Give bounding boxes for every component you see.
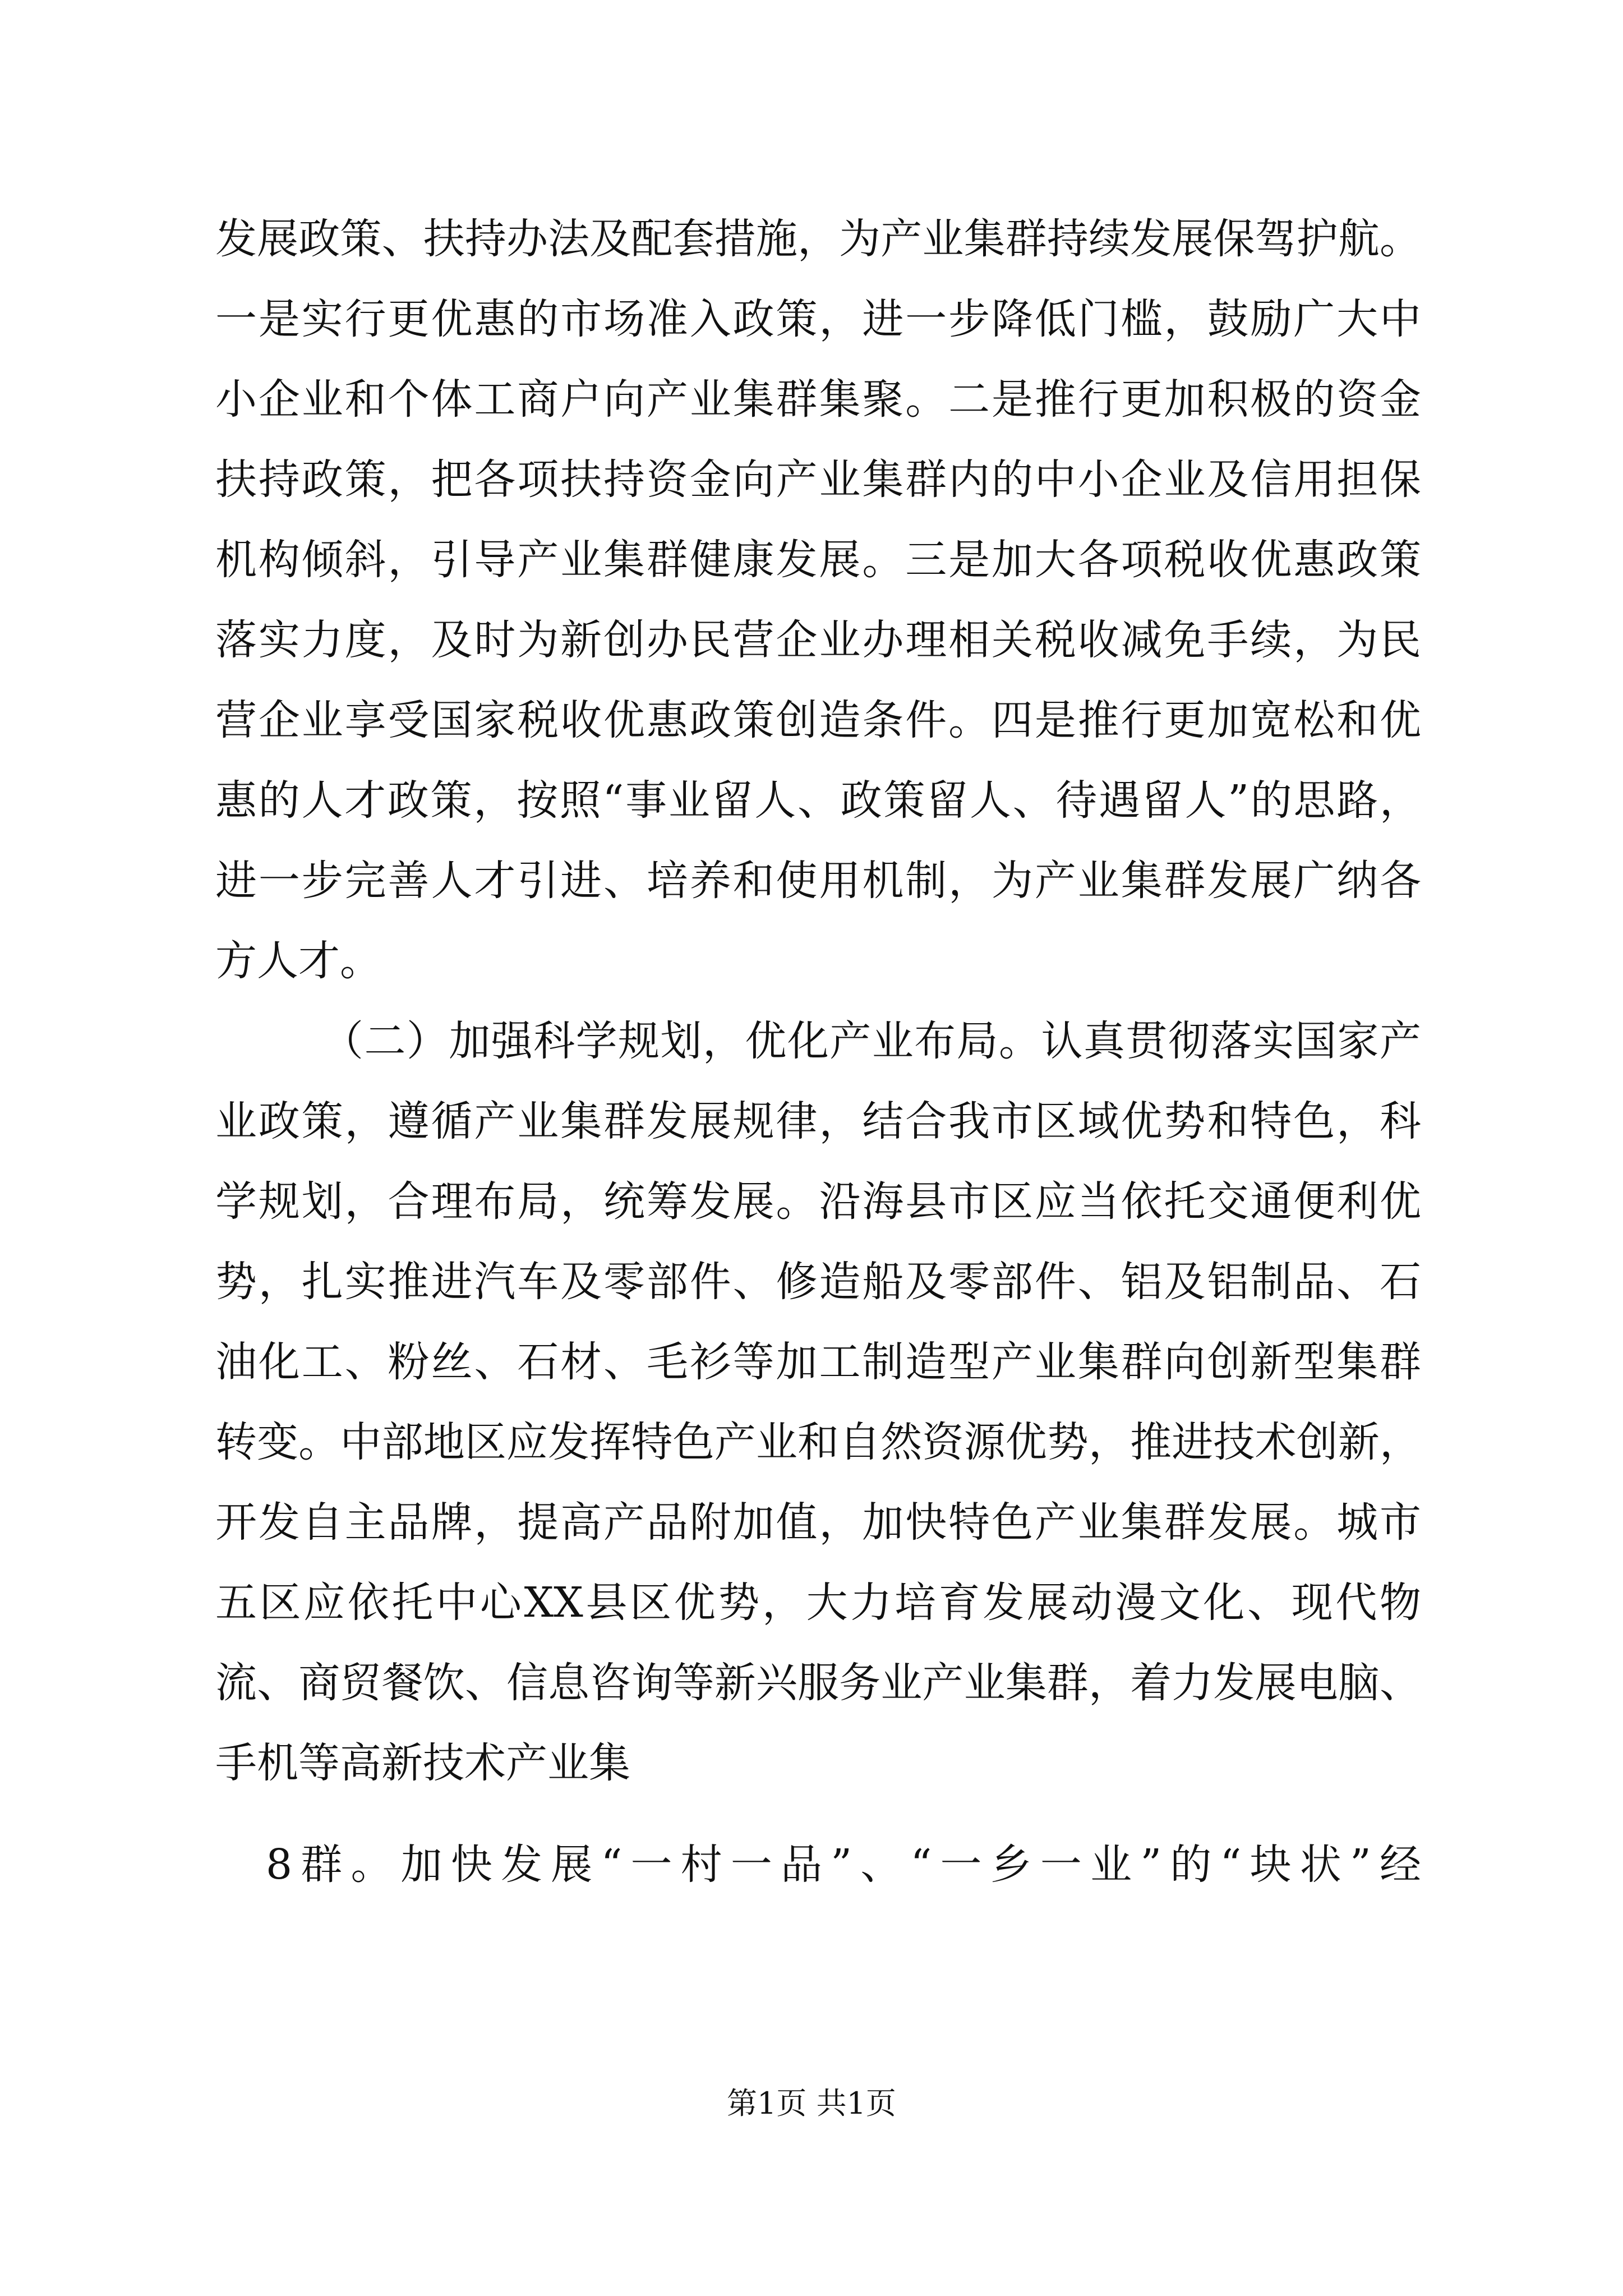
text-line: 小企业和个体工商户向产业集群集聚。二是推行更加积极的资金 [215,375,1421,424]
text-line: 手机等高新技术产业集 [215,1739,630,1787]
text-line: 业政策，遵循产业集群发展规律，结合我市区域优势和特色，科 [215,1097,1421,1145]
text-line: 油化工、粉丝、石材、毛衫等加工制造型产业集群向创新型集群 [215,1338,1421,1386]
text-line: 方人才。 [215,937,381,985]
text-line: 扶持政策，把各项扶持资金向产业集群内的中小企业及信用担保 [215,455,1421,504]
text-line: 落实力度，及时为新创办民营企业办理相关税收减免手续，为民 [215,616,1421,664]
text-line: 学规划，合理布局，统筹发展。沿海县市区应当依托交通便利优 [215,1177,1421,1226]
section-heading-line: （二）加强科学规划，优化产业布局。认真贯彻落实国家产 [322,1017,1421,1065]
text-line: 发展政策、扶持办法及配套措施，为产业集群持续发展保驾护航。 [215,215,1421,263]
text-line: 机构倾斜，引导产业集群健康发展。三是加大各项税收优惠政策 [215,536,1421,584]
text-line: 8群。加快发展“一村一品”、“一乡一业”的“块状”经 [266,1841,1421,1889]
text-line: 势，扎实推进汽车及零部件、修造船及零部件、铝及铝制品、石 [215,1258,1421,1306]
text-line: 转变。中部地区应发挥特色产业和自然资源优势，推进技术创新， [215,1418,1421,1466]
text-line: 营企业享受国家税收优惠政策创造条件。四是推行更加宽松和优 [215,696,1421,744]
text-line: 一是实行更优惠的市场准入政策，进一步降低门槛，鼓励广大中 [215,295,1421,343]
text-line: 开发自主品牌，提高产品附加值，加快特色产业集群发展。城市 [215,1498,1421,1547]
text-line: 流、商贸餐饮、信息咨询等新兴服务业产业集群，着力发展电脑、 [215,1659,1421,1707]
text-line: 进一步完善人才引进、培养和使用机制，为产业集群发展广纳各 [215,857,1421,905]
document-body [215,199,1421,1905]
text-line: 五区应依托中心XX县区优势，大力培育发展动漫文化、现代物 [215,1579,1421,1627]
text-line: 惠的人才政策，按照“事业留人、政策留人、待遇留人”的思路， [215,776,1421,825]
page-footer: 第1页 共1页 [727,2086,896,2121]
